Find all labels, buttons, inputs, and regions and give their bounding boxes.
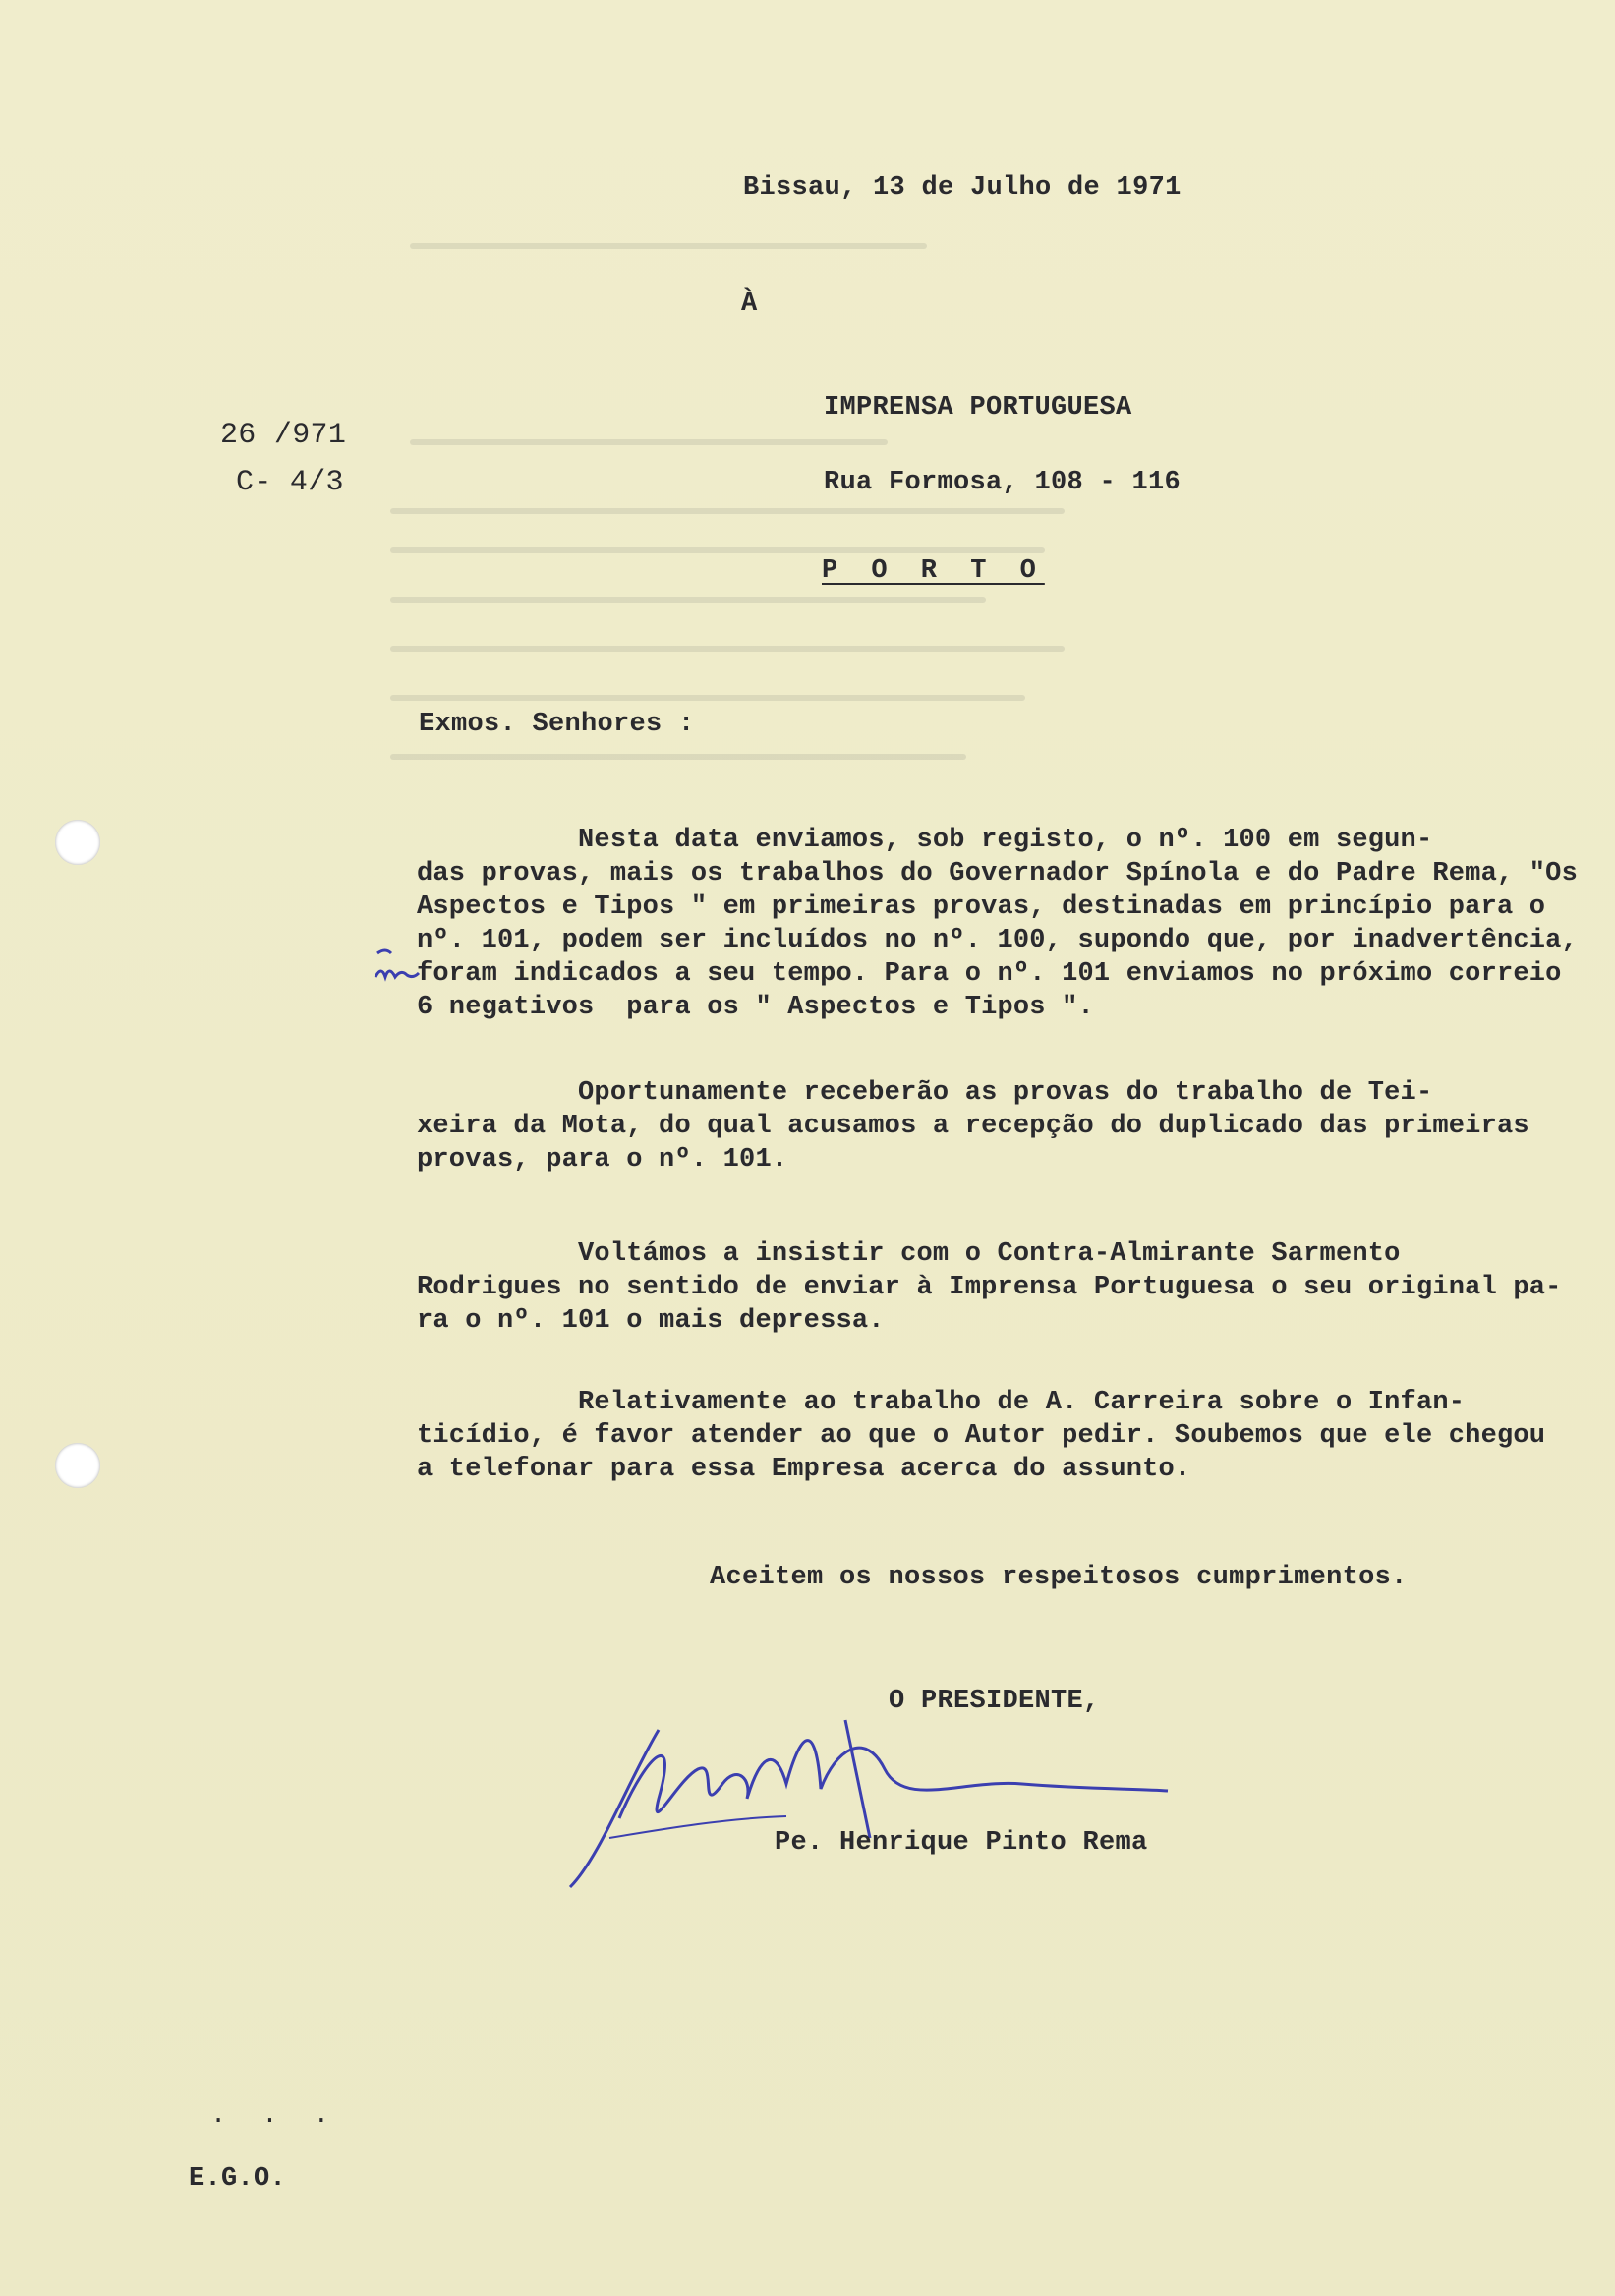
recipient-street: Rua Formosa, 108 - 116 bbox=[824, 468, 1182, 497]
signature-title: O PRESIDENTE, bbox=[889, 1687, 1100, 1716]
paragraph bbox=[417, 1237, 1562, 1338]
handwritten-margin-note bbox=[372, 934, 431, 993]
paragraph-line: provas, para o nº. 101. bbox=[417, 1145, 788, 1175]
recipient-name: IMPRENSA PORTUGUESA bbox=[824, 393, 1132, 423]
paragraph-line: Aspectos e Tipos " em primeiras provas, destinadas em princípio para o bbox=[417, 892, 1546, 922]
paragraph-line: ra o nº. 101 o mais depressa. bbox=[417, 1306, 885, 1336]
salutation: Exmos. Senhores : bbox=[419, 710, 695, 739]
recipient-city: P O R T O bbox=[822, 556, 1045, 586]
punch-hole bbox=[55, 1443, 100, 1488]
paragraph bbox=[417, 1076, 1529, 1177]
punch-hole bbox=[55, 820, 100, 865]
reference-code: C- 4/3 bbox=[236, 466, 344, 499]
signatory-name: Pe. Henrique Pinto Rema bbox=[775, 1828, 1148, 1858]
paragraph-line: Relativamente ao trabalho de A. Carreira sobre o Infan- bbox=[417, 1388, 1466, 1417]
paragraph-line: Rodrigues no sentido de enviar à Imprensa Portuguesa o seu original pa- bbox=[417, 1273, 1562, 1302]
paragraph-line: ticídio, é favor atender ao que o Autor pedir. Soubemos que ele chegou bbox=[417, 1421, 1546, 1451]
paragraph-line: nº. 101, podem ser incluídos no nº. 100, supondo que, por inadvertência, bbox=[417, 926, 1578, 955]
closing-line: Aceitem os nossos respeitosos cumprimentos. bbox=[710, 1563, 1408, 1592]
show-through-text bbox=[374, 226, 1160, 835]
typist-initials: E.G.O. bbox=[189, 2164, 287, 2194]
paragraph-line: Voltámos a insistir com o Contra-Almirante Sarmento bbox=[417, 1239, 1401, 1269]
reference-number: 26 /971 bbox=[220, 419, 347, 452]
date-line: Bissau, 13 de Julho de 1971 bbox=[743, 173, 1182, 202]
paragraph-line: foram indicados a seu tempo. Para o nº. 101 enviamos no próximo correio bbox=[417, 959, 1562, 989]
paragraph-line: 6 negativos para os " Aspectos e Tipos ". bbox=[417, 993, 1094, 1022]
paragraph-line: xeira da Mota, do qual acusamos a recepção do duplicado das primeiras bbox=[417, 1112, 1529, 1141]
paragraph-line: Oportunamente receberão as provas do trabalho de Tei- bbox=[417, 1078, 1433, 1108]
paragraph-line: Nesta data enviamos, sob registo, o nº. 100 em segun- bbox=[417, 826, 1433, 855]
initials-marks: . . . bbox=[210, 2101, 340, 2131]
handwritten-signature bbox=[550, 1691, 1180, 1917]
paragraph bbox=[417, 1386, 1545, 1486]
to-marker: À bbox=[741, 289, 758, 318]
paragraph-line: das provas, mais os trabalhos do Governador Spínola e do Padre Rema, "Os bbox=[417, 859, 1578, 889]
paragraph-line: a telefonar para essa Empresa acerca do assunto. bbox=[417, 1455, 1191, 1484]
paragraph bbox=[417, 824, 1578, 1024]
